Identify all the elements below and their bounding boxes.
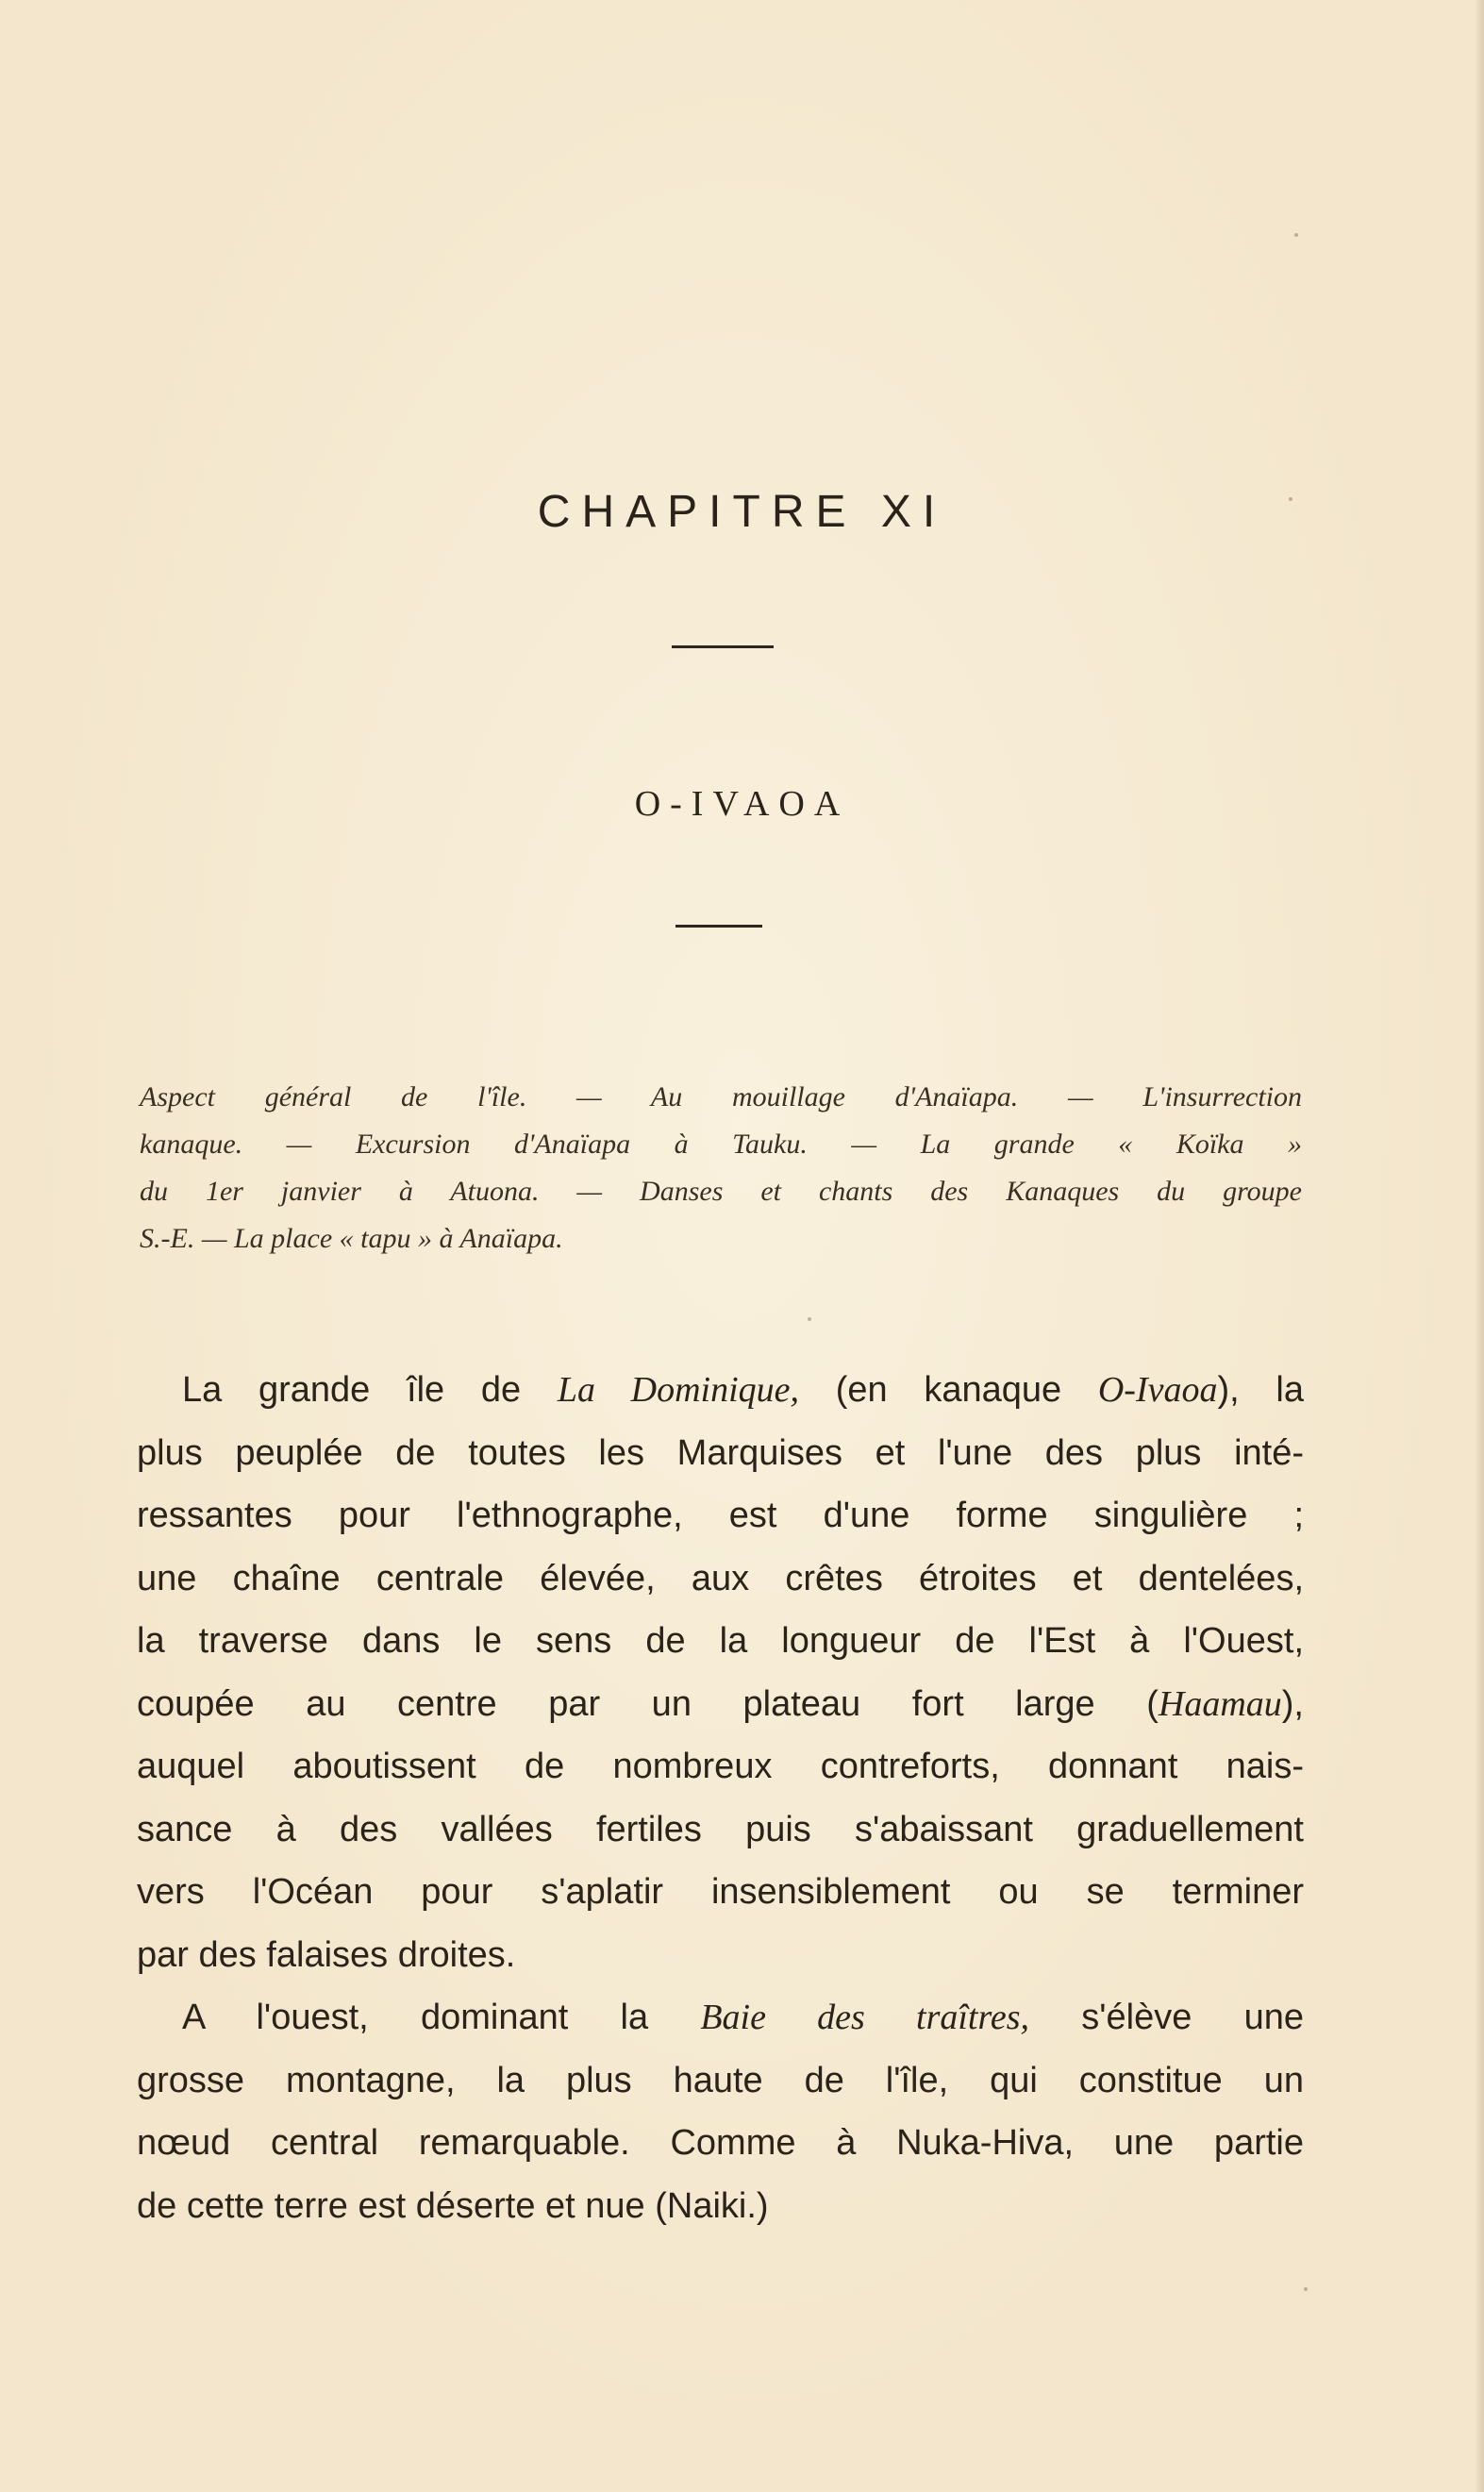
chapter-name: O-IVAOA — [634, 784, 850, 824]
body-line: vers l'Océan pour s'aplatir insensiblement ou se terminer — [137, 1872, 1304, 1912]
body-line: nœud central remarquable. Comme à Nuka-Hiva, une partie — [137, 2123, 1304, 2163]
body-line: sance à des vallées fertiles puis s'abaissant graduellement — [137, 1809, 1304, 1849]
paper-speck — [1304, 2287, 1308, 2291]
body-text — [137, 1359, 1304, 2237]
summary-line: Aspect général de l'île. — Au mouillage d'Anaïapa. — L'insurrection — [140, 1081, 1302, 1112]
italic-place-name: La Dominique, — [557, 1370, 799, 1410]
body-line: coupée au centre par un plateau fort large (Haamau), — [137, 1683, 1304, 1724]
paper-speck — [808, 1317, 811, 1321]
body-line: par des falaises droites. — [137, 1934, 516, 1975]
summary-line: du 1er janvier à Atuona. — Danses et chants des Kanaques du groupe — [140, 1176, 1302, 1207]
summary-line: kanaque. — Excursion d'Anaïapa à Tauku. — La grande « Koïka » — [140, 1129, 1302, 1160]
italic-native-name: O-Ivaoa — [1097, 1370, 1218, 1410]
chapter-heading: CHAPITRE XI — [537, 487, 947, 537]
paper-speck — [1294, 233, 1298, 237]
paper-speck — [1289, 497, 1292, 501]
body-line: plus peuplée de toutes les Marquises et l'une des plus inté- — [137, 1432, 1304, 1473]
body-line: une chaîne centrale élevée, aux crêtes étroites et dentelées, — [137, 1558, 1304, 1598]
italic-plateau-name: Haamau — [1158, 1683, 1282, 1724]
italic-bay-name: Baie des traîtres, — [700, 1998, 1029, 2037]
summary-line: S.-E. — La place « tapu » à Anaïapa. — [140, 1223, 563, 1254]
subheading-divider — [675, 925, 762, 928]
page-edge-shadow — [1475, 0, 1484, 2492]
body-line: de cette terre est déserte et nue (Naiki.) — [137, 2185, 769, 2226]
body-line: grosse montagne, la plus haute de l'île, qui constitue un — [137, 2060, 1304, 2100]
body-line: ressantes pour l'ethnographe, est d'une forme singulière ; — [137, 1496, 1304, 1535]
chapter-summary — [140, 1074, 1302, 1263]
body-line: la traverse dans le sens de la longueur de l'Est à l'Ouest, — [137, 1621, 1304, 1661]
body-line: A l'ouest, dominant la Baie des traîtres, s'élève une — [182, 1998, 1304, 2037]
body-line: La grande île de La Dominique, (en kanaque O-Ivaoa), la — [182, 1370, 1304, 1410]
heading-divider — [672, 645, 774, 648]
body-line: auquel aboutissent de nombreux contreforts, donnant nais- — [137, 1747, 1304, 1786]
